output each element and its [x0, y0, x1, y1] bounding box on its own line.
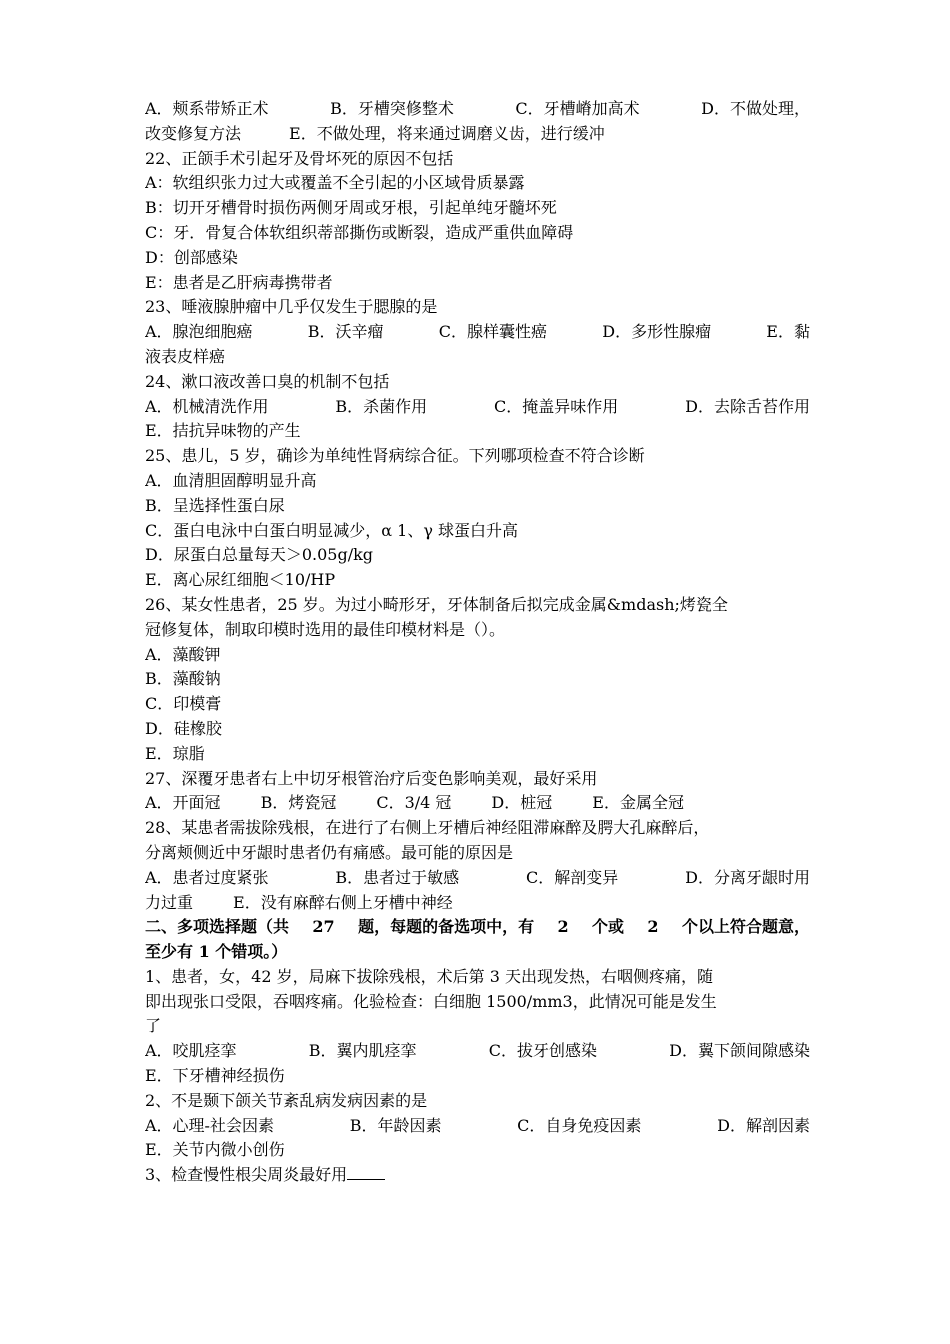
q21-option-d: D．不做处理， — [701, 99, 810, 118]
q22-option-c: C：牙．骨复合体软组织蒂部撕伤或断裂，造成严重供血障碍 — [145, 222, 574, 242]
q23-stem: 23、唾液腺肿瘤中几乎仅发生于腮腺的是 — [145, 297, 438, 317]
q21-option-e: E．不做处理，将来通过调磨义齿，进行缓冲 — [289, 123, 605, 143]
q23-option-e: E．黏 — [766, 322, 810, 342]
q25-option-b: B．呈选择性蛋白尿 — [145, 495, 285, 515]
m1-option-a: A．咬肌痉挛 — [145, 1041, 237, 1061]
q24-option-a: A．机械清洗作用 — [145, 396, 269, 416]
section-2-heading-line-1 — [145, 915, 810, 940]
q22-option-d: D：创部感染 — [145, 247, 238, 267]
q26-option-d: D．硅橡胶 — [145, 718, 222, 738]
m1-options-line-1 — [145, 1039, 810, 1064]
q27-option-c: C．3/4 冠 — [376, 793, 452, 813]
m1-stem-line-3: 了 — [145, 1016, 162, 1036]
q24-option-b: B．杀菌作用 — [335, 396, 428, 416]
document-page — [145, 97, 810, 1188]
q22-stem: 22、正颌手术引起牙及骨坏死的原因不包括 — [145, 148, 454, 168]
section-2-heading-part-6: 2 — [647, 917, 659, 937]
q28-options-line-1 — [145, 866, 810, 891]
q25-option-e: E．离心尿红细胞＜10/HP — [145, 570, 336, 590]
q26-option-e: E．琼脂 — [145, 743, 205, 763]
q23-options-line-2: 液表皮样癌 — [145, 346, 226, 366]
q26-option-a: A．藻酸钾 — [145, 644, 221, 664]
q24-option-c: C．掩盖异味作用 — [494, 396, 619, 416]
q21-option-b: B．牙槽突修整术 — [330, 99, 454, 118]
q24-option-e: E．拮抗异味物的产生 — [145, 421, 301, 441]
q25-option-d: D．尿蛋白总量每天＞0.05g/kg — [145, 545, 374, 565]
q27-options-line-1 — [145, 791, 810, 816]
section-2-heading-part-4: 2 — [557, 917, 569, 937]
m2-option-b: B．年龄因素 — [349, 1115, 442, 1135]
q26-stem-line-1: 26、某女性患者，25 岁。为过小畸形牙，牙体制备后拟完成金属&mdash;烤瓷全 — [145, 594, 728, 614]
q28-stem-line-2: 分离颊侧近中牙龈时患者仍有痛感。最可能的原因是 — [145, 842, 514, 862]
q24-option-d: D．去除舌苔作用 — [685, 396, 810, 416]
q25-option-c: C．蛋白电泳中白蛋白明显减少，α 1、γ 球蛋白升高 — [145, 520, 518, 540]
m1-option-d: D．翼下颌间隙感染 — [669, 1041, 810, 1061]
q23-option-c: C．腺样囊性癌 — [438, 322, 548, 342]
q27-option-b: B．烤瓷冠 — [260, 793, 337, 813]
q28-option-b: B．患者过于敏感 — [335, 867, 460, 887]
q27-option-e: E．金属全冠 — [592, 793, 684, 813]
q22-option-b: B：切开牙槽骨时损伤两侧牙周或牙根，引起单纯牙髓坏死 — [145, 198, 557, 218]
q23-options-line-1 — [145, 320, 810, 345]
m1-option-c: C．拔牙创感染 — [488, 1041, 597, 1061]
m3-stem-line — [145, 1163, 810, 1188]
q21-options-line-2 — [145, 122, 810, 147]
q21-option-d-cont: 改变修复方法 — [145, 123, 242, 143]
section-2-heading-line-2: 至少有 1 个错项。） — [145, 942, 288, 962]
q27-stem: 27、深覆牙患者右上中切牙根管治疗后变色影响美观，最好采用 — [145, 768, 598, 788]
q26-option-b: B．藻酸钠 — [145, 669, 221, 689]
m2-options-line-1 — [145, 1114, 810, 1139]
m1-option-b: B．翼内肌痉挛 — [308, 1041, 417, 1061]
m1-stem-line-1: 1、患者，女，42 岁，局麻下拔除残根，术后第 3 天出现发热，右咽侧疼痛，随 — [145, 966, 713, 986]
q24-options-line-1 — [145, 395, 810, 420]
q28-option-d-cont: 力过重 — [145, 892, 194, 912]
q23-option-b: B．沃辛瘤 — [307, 322, 384, 342]
q28-option-c: C．解剖变异 — [526, 867, 619, 887]
section-2-heading-part-1: 二、多项选择题（共 — [145, 917, 290, 937]
q27-option-a: A．开面冠 — [145, 793, 221, 813]
q28-stem-line-1: 28、某患者需拔除残根，在进行了右侧上牙槽后神经阻滞麻醉及腭大孔麻醉后， — [145, 818, 710, 838]
q25-stem: 25、患儿，5 岁，确诊为单纯性肾病综合征。下列哪项检查不符合诊断 — [145, 446, 645, 466]
q28-option-a: A．患者过度紧张 — [145, 867, 269, 887]
m1-stem-line-2: 即出现张口受限，吞咽疼痛。化验检查：白细胞 1500/mm3，此情况可能是发生 — [145, 991, 717, 1011]
q21-option-a: A．颊系带矫正术 — [145, 99, 269, 118]
q28-option-e: E．没有麻醉右侧上牙槽中神经 — [233, 892, 453, 912]
m2-option-a: A．心理-社会因素 — [145, 1115, 274, 1135]
q28-option-d: D．分离牙龈时用 — [685, 867, 810, 887]
m2-option-e: E．关节内微小创伤 — [145, 1140, 285, 1160]
m2-stem: 2、不是颞下颌关节紊乱病发病因素的是 — [145, 1090, 428, 1110]
section-2-heading-part-7: 个以上符合题意， — [681, 917, 810, 937]
section-2-heading-part-2: 27 — [312, 917, 335, 937]
q25-option-a: A．血清胆固醇明显升高 — [145, 470, 317, 490]
q26-option-c: C．印模膏 — [145, 694, 222, 714]
q21-options-line-1 — [145, 97, 810, 122]
answer-blank — [347, 1163, 385, 1180]
section-2-heading-part-5: 个或 — [592, 917, 625, 937]
q23-option-a: A．腺泡细胞癌 — [145, 322, 253, 342]
q23-option-d: D．多形性腺瘤 — [602, 322, 712, 342]
q28-options-line-2 — [145, 891, 810, 916]
m2-option-d: D．解剖因素 — [717, 1115, 810, 1135]
q27-option-d: D．桩冠 — [491, 793, 553, 813]
q24-stem: 24、漱口液改善口臭的机制不包括 — [145, 371, 390, 391]
m3-stem: 3、检查慢性根尖周炎最好用 — [145, 1165, 348, 1185]
q26-stem-line-2: 冠修复体，制取印模时选用的最佳印模材料是（）。 — [145, 619, 506, 639]
q22-option-e: E：患者是乙肝病毒携带者 — [145, 272, 333, 292]
m1-option-e: E．下牙槽神经损伤 — [145, 1066, 285, 1086]
q22-option-a: A：软组织张力过大或覆盖不全引起的小区域骨质暴露 — [145, 173, 525, 193]
q21-option-c: C．牙槽嵴加高术 — [515, 99, 640, 118]
m2-option-c: C．自身免疫因素 — [517, 1115, 642, 1135]
section-2-heading-part-3: 题，每题的备选项中，有 — [358, 917, 535, 937]
